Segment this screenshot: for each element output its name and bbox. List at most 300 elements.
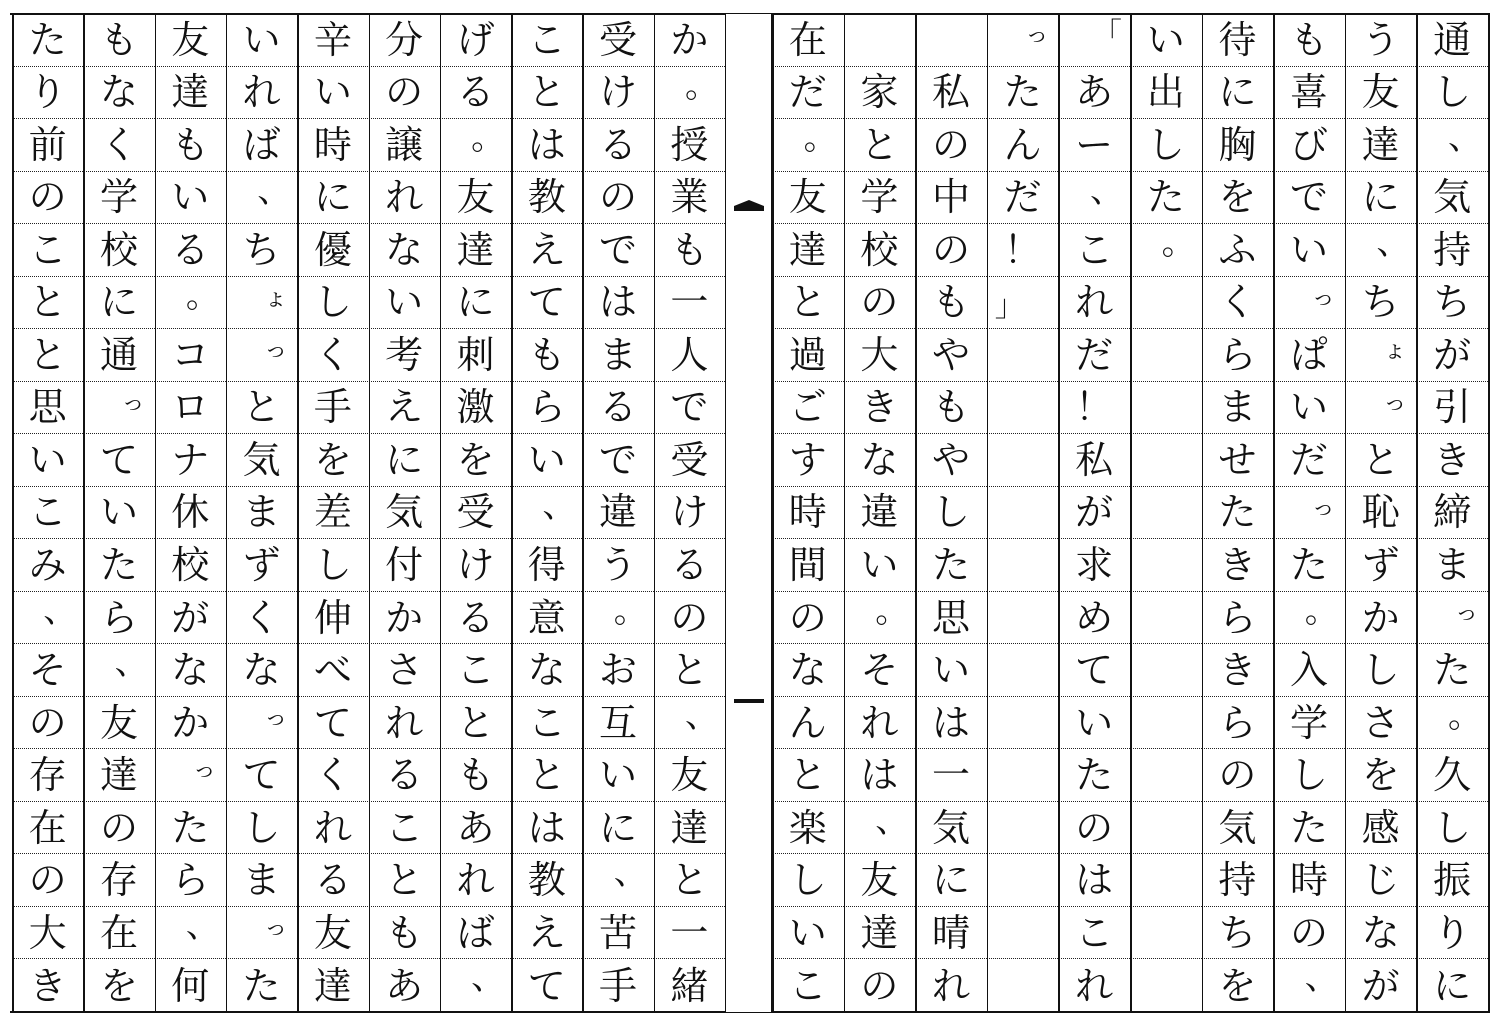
manuscript-cell: 受 <box>440 487 511 540</box>
manuscript-cell: 苦 <box>582 907 653 960</box>
manuscript-cell: も <box>915 277 987 330</box>
manuscript-cell: 喜 <box>1273 67 1345 120</box>
manuscript-cell: れ <box>369 172 440 225</box>
manuscript-cell: な <box>226 644 297 697</box>
manuscript-cell: 、 <box>12 592 83 645</box>
manuscript-cell: が <box>1058 487 1130 540</box>
manuscript-cell: ま <box>226 854 297 907</box>
manuscript-cell: 友 <box>83 697 154 750</box>
manuscript-cell: 振 <box>1416 854 1488 907</box>
manuscript-cell: を <box>1218 963 1257 1008</box>
manuscript-cell: 恥 <box>1345 487 1417 540</box>
manuscript-cell: 達 <box>772 224 844 277</box>
manuscript-cell <box>1130 802 1202 855</box>
manuscript-cell: 、 <box>226 172 297 225</box>
manuscript-cell <box>1130 434 1202 487</box>
manuscript-cell: 、 <box>1416 119 1488 172</box>
manuscript-cell: 、 <box>83 644 154 697</box>
column-rule <box>511 14 513 1012</box>
manuscript-cell: 一 <box>654 277 725 330</box>
manuscript-cell: め <box>1058 592 1130 645</box>
manuscript-cell: と <box>511 749 582 802</box>
manuscript-cell: で <box>654 382 725 435</box>
manuscript-cell: 通 <box>83 329 154 382</box>
manuscript-cell: で <box>1273 172 1345 225</box>
manuscript-cell: っ <box>1273 277 1345 330</box>
column-rule <box>12 14 14 1012</box>
manuscript-cell: に <box>582 802 653 855</box>
manuscript-cell: と <box>12 329 83 382</box>
fishtail-mark-bottom <box>734 696 764 706</box>
column-rule <box>987 14 989 1012</box>
manuscript-cell: も <box>83 14 154 67</box>
manuscript-cell: 優 <box>297 224 368 277</box>
manuscript-cell: く <box>83 119 154 172</box>
manuscript-cell: る <box>297 854 368 907</box>
manuscript-cell: や <box>915 329 987 382</box>
manuscript-cell: て <box>511 277 582 330</box>
manuscript-cell: 持 <box>1202 854 1274 907</box>
column-rule <box>772 14 774 1012</box>
manuscript-cell: に <box>83 277 154 330</box>
manuscript-cell: 差 <box>297 487 368 540</box>
manuscript-cell <box>987 592 1059 645</box>
manuscript-cell: 手 <box>297 382 368 435</box>
manuscript-cell: 晴 <box>915 907 987 960</box>
manuscript-column <box>987 14 1059 1012</box>
manuscript-cell: ら <box>511 382 582 435</box>
manuscript-cell: た <box>915 539 987 592</box>
manuscript-cell: の <box>83 802 154 855</box>
manuscript-cell <box>987 382 1059 435</box>
manuscript-cell: と <box>440 697 511 750</box>
manuscript-cell: れ <box>226 67 297 120</box>
manuscript-cell: 、 <box>1304 958 1339 999</box>
manuscript-cell: な <box>369 224 440 277</box>
manuscript-cell: か <box>1345 592 1417 645</box>
manuscript-cell: っ <box>226 907 297 960</box>
manuscript-cell: 気 <box>1416 172 1488 225</box>
manuscript-cell: 時 <box>772 487 844 540</box>
manuscript-cell <box>1130 697 1202 750</box>
manuscript-cell: い <box>83 487 154 540</box>
manuscript-cell: ー <box>1058 119 1130 172</box>
manuscript-cell: が <box>1416 329 1488 382</box>
manuscript-cell: な <box>772 644 844 697</box>
manuscript-cell: そ <box>12 644 83 697</box>
manuscript-cell: 前 <box>12 119 83 172</box>
manuscript-cell: か <box>369 592 440 645</box>
manuscript-cell <box>987 487 1059 540</box>
manuscript-cell: は <box>511 119 582 172</box>
manuscript-cell: こ <box>511 14 582 67</box>
manuscript-cell: 時 <box>1273 854 1345 907</box>
manuscript-cell: 入 <box>1273 644 1345 697</box>
manuscript-cell: く <box>226 592 297 645</box>
manuscript-cell: の <box>772 592 844 645</box>
manuscript-cell: 過 <box>772 329 844 382</box>
manuscript-cell <box>1130 487 1202 540</box>
manuscript-cell: 互 <box>582 697 653 750</box>
manuscript-cell: 、 <box>1345 224 1417 277</box>
manuscript-cell: い <box>1273 382 1345 435</box>
manuscript-cell: 一 <box>654 907 725 960</box>
manuscript-column <box>844 14 916 1012</box>
manuscript-cell: ！ <box>1058 382 1130 435</box>
manuscript-cell <box>987 434 1059 487</box>
manuscript-cell <box>987 644 1059 697</box>
manuscript-cell: も <box>440 749 511 802</box>
column-rule <box>1273 14 1275 1012</box>
manuscript-cell: 授 <box>654 119 725 172</box>
manuscript-cell <box>1130 329 1202 382</box>
manuscript-cell: に <box>1345 172 1417 225</box>
column-rule <box>83 14 85 1012</box>
center-fold-band <box>725 14 772 1012</box>
manuscript-cell: た <box>1273 802 1345 855</box>
manuscript-cell: べ <box>297 644 368 697</box>
manuscript-column <box>1345 14 1417 1012</box>
manuscript-cell: い <box>12 434 83 487</box>
manuscript-cell: を <box>1345 749 1417 802</box>
manuscript-cell: た <box>987 67 1059 120</box>
manuscript-cell: け <box>654 487 725 540</box>
manuscript-cell: 、 <box>844 802 916 855</box>
manuscript-cell: も <box>915 382 987 435</box>
manuscript-cell: 。 <box>654 67 725 120</box>
manuscript-cell: 、 <box>471 958 506 999</box>
manuscript-cell: こ <box>12 487 83 540</box>
manuscript-cell: と <box>369 854 440 907</box>
manuscript-cell: 友 <box>654 749 725 802</box>
manuscript-cell: じ <box>1345 854 1417 907</box>
manuscript-cell: し <box>297 277 368 330</box>
manuscript-cell: 思 <box>12 382 83 435</box>
manuscript-cell: 辛 <box>297 14 368 67</box>
manuscript-cell: だ <box>1058 329 1130 382</box>
manuscript-cell: 在 <box>772 14 844 67</box>
manuscript-cell: こ <box>369 802 440 855</box>
manuscript-cell: い <box>915 644 987 697</box>
manuscript-cell: た <box>83 539 154 592</box>
manuscript-cell <box>1130 277 1202 330</box>
manuscript-cell: 人 <box>654 329 725 382</box>
manuscript-cell <box>1130 382 1202 435</box>
manuscript-cell: 分 <box>369 14 440 67</box>
manuscript-cell: 一 <box>915 749 987 802</box>
manuscript-cell: 「 <box>1058 14 1130 67</box>
manuscript-cell: は <box>582 277 653 330</box>
fishtail-mark-top <box>734 204 764 214</box>
manuscript-cell: っ <box>1416 592 1488 645</box>
manuscript-cell: る <box>654 539 725 592</box>
manuscript-cell: 考 <box>369 329 440 382</box>
manuscript-cell <box>1130 592 1202 645</box>
column-rule <box>226 14 228 1012</box>
manuscript-cell: け <box>440 539 511 592</box>
manuscript-cell: て <box>1058 644 1130 697</box>
column-rule <box>1058 14 1060 1012</box>
manuscript-cell: 私 <box>915 67 987 120</box>
manuscript-cell: き <box>1202 644 1274 697</box>
manuscript-cell: 教 <box>511 172 582 225</box>
manuscript-cell: な <box>844 434 916 487</box>
manuscript-column <box>1058 14 1130 1012</box>
manuscript-cell: い <box>369 277 440 330</box>
manuscript-cell: く <box>297 749 368 802</box>
manuscript-cell: ち <box>1416 277 1488 330</box>
manuscript-cell: い <box>1130 14 1202 67</box>
manuscript-cell: え <box>369 382 440 435</box>
manuscript-cell: 友 <box>297 907 368 960</box>
manuscript-column <box>582 14 653 1012</box>
manuscript-cell: ん <box>987 119 1059 172</box>
manuscript-cell: こ <box>511 697 582 750</box>
manuscript-cell: を <box>99 963 138 1008</box>
manuscript-cell: る <box>440 67 511 120</box>
manuscript-cell: は <box>511 802 582 855</box>
manuscript-cell: 友 <box>155 14 226 67</box>
manuscript-cell: し <box>1273 749 1345 802</box>
manuscript-cell: の <box>860 963 899 1008</box>
manuscript-cell: に <box>1202 67 1274 120</box>
manuscript-cell: 校 <box>83 224 154 277</box>
manuscript-cell: け <box>582 67 653 120</box>
manuscript-cell <box>987 907 1059 960</box>
manuscript-cell: と <box>511 67 582 120</box>
manuscript-cell: ま <box>1202 382 1274 435</box>
manuscript-cell: お <box>582 644 653 697</box>
manuscript-cell: と <box>772 749 844 802</box>
manuscript-column <box>1273 14 1345 1012</box>
manuscript-cell: っ <box>226 697 297 750</box>
manuscript-cell: き <box>844 382 916 435</box>
manuscript-cell: こ <box>788 963 827 1008</box>
manuscript-cell: さ <box>1345 697 1417 750</box>
manuscript-cell: し <box>1416 802 1488 855</box>
manuscript-cell <box>1130 539 1202 592</box>
manuscript-cell: い <box>1273 224 1345 277</box>
manuscript-cell: え <box>511 907 582 960</box>
manuscript-cell: 何 <box>171 963 210 1008</box>
manuscript-cell: に <box>369 434 440 487</box>
manuscript-cell: れ <box>440 854 511 907</box>
manuscript-cell: だ <box>1273 434 1345 487</box>
manuscript-cell: あ <box>440 802 511 855</box>
column-rule <box>915 14 917 1012</box>
manuscript-cell: た <box>1130 172 1202 225</box>
manuscript-cell: を <box>440 434 511 487</box>
manuscript-cell: を <box>1202 172 1274 225</box>
manuscript-cell: 締 <box>1416 487 1488 540</box>
manuscript-cell: 、 <box>582 854 653 907</box>
manuscript-cell: か <box>155 697 226 750</box>
manuscript-cell: も <box>155 119 226 172</box>
manuscript-cell: 受 <box>582 14 653 67</box>
manuscript-cell <box>987 802 1059 855</box>
manuscript-column <box>915 14 987 1012</box>
manuscript-cell: だ <box>987 172 1059 225</box>
manuscript-cell: 、 <box>155 907 226 960</box>
manuscript-cell: 引 <box>1416 382 1488 435</box>
manuscript-cell: 激 <box>440 382 511 435</box>
manuscript-cell <box>987 697 1059 750</box>
manuscript-cell: の <box>1058 802 1130 855</box>
manuscript-cell: み <box>12 539 83 592</box>
manuscript-cell: 。 <box>1273 592 1345 645</box>
manuscript-cell: 私 <box>1058 434 1130 487</box>
manuscript-cell: ら <box>83 592 154 645</box>
manuscript-cell: し <box>1130 119 1202 172</box>
manuscript-cell: 持 <box>1416 224 1488 277</box>
column-rule <box>297 14 299 1012</box>
manuscript-cell: 久 <box>1416 749 1488 802</box>
manuscript-cell: と <box>654 644 725 697</box>
manuscript-cell: 意 <box>511 592 582 645</box>
manuscript-cell: き <box>1416 434 1488 487</box>
manuscript-cell: せ <box>1202 434 1274 487</box>
manuscript-cell: 胸 <box>1202 119 1274 172</box>
manuscript-cell <box>987 539 1059 592</box>
manuscript-cell: し <box>1345 644 1417 697</box>
manuscript-cell: る <box>369 749 440 802</box>
column-rule <box>582 14 584 1012</box>
manuscript-cell: れ <box>931 963 970 1008</box>
manuscript-cell: も <box>511 329 582 382</box>
manuscript-cell: い <box>155 172 226 225</box>
manuscript-cell: 、 <box>511 487 582 540</box>
manuscript-cell: ロ <box>155 382 226 435</box>
manuscript-cell: ず <box>1345 539 1417 592</box>
manuscript-cell: ら <box>1202 592 1274 645</box>
manuscript-cell: れ <box>297 802 368 855</box>
manuscript-cell: れ <box>844 697 916 750</box>
manuscript-cell: ち <box>1202 907 1274 960</box>
manuscript-cell: が <box>1361 963 1400 1008</box>
manuscript-cell: 違 <box>844 487 916 540</box>
manuscript-cell: す <box>772 434 844 487</box>
manuscript-cell: る <box>582 382 653 435</box>
manuscript-cell <box>987 329 1059 382</box>
manuscript-cell: た <box>1416 644 1488 697</box>
manuscript-cell: っ <box>1273 487 1345 540</box>
manuscript-cell: の <box>1273 907 1345 960</box>
manuscript-cell: ょ <box>226 277 297 330</box>
manuscript-cell: て <box>527 963 566 1008</box>
manuscript-cell: 得 <box>511 539 582 592</box>
manuscript-cell <box>844 14 916 67</box>
manuscript-cell: は <box>1058 854 1130 907</box>
manuscript-cell: 。 <box>844 592 916 645</box>
manuscript-cell: い <box>1058 697 1130 750</box>
manuscript-cell: の <box>915 224 987 277</box>
manuscript-cell: 。 <box>1416 697 1488 750</box>
manuscript-cell: ち <box>226 224 297 277</box>
manuscript-cell: 達 <box>654 802 725 855</box>
manuscript-cell: 」 <box>987 277 1059 330</box>
manuscript-cell <box>1130 644 1202 697</box>
manuscript-cell: っ <box>83 382 154 435</box>
manuscript-cell: と <box>772 277 844 330</box>
manuscript-cell: や <box>915 434 987 487</box>
manuscript-cell: 業 <box>654 172 725 225</box>
manuscript-cell: 友 <box>844 854 916 907</box>
manuscript-cell: ら <box>155 854 226 907</box>
manuscript-cell: そ <box>844 644 916 697</box>
manuscript-cell <box>915 14 987 67</box>
column-rule <box>1416 14 1418 1012</box>
manuscript-cell: 。 <box>772 119 844 172</box>
manuscript-column <box>772 14 844 1012</box>
manuscript-cell: と <box>226 382 297 435</box>
manuscript-cell: 学 <box>83 172 154 225</box>
manuscript-cell: て <box>83 434 154 487</box>
manuscript-cell: 緒 <box>670 963 709 1008</box>
manuscript-cell: 学 <box>1273 697 1345 750</box>
manuscript-cell: と <box>1345 434 1417 487</box>
manuscript-cell: ん <box>772 697 844 750</box>
manuscript-cell: り <box>1416 907 1488 960</box>
manuscript-cell: こ <box>440 644 511 697</box>
manuscript-cell: 存 <box>12 749 83 802</box>
manuscript-cell: 家 <box>844 67 916 120</box>
manuscript-column <box>155 14 226 1012</box>
manuscript-cell: た <box>12 14 83 67</box>
manuscript-cell: た <box>1273 539 1345 592</box>
manuscript-cell: ち <box>1345 277 1417 330</box>
manuscript-column <box>1202 14 1274 1012</box>
manuscript-cell: き <box>28 963 67 1008</box>
manuscript-cell: 達 <box>844 907 916 960</box>
manuscript-cell: は <box>844 749 916 802</box>
manuscript-cell: 時 <box>297 119 368 172</box>
manuscript-cell: と <box>654 854 725 907</box>
manuscript-cell: 待 <box>1202 14 1274 67</box>
manuscript-column <box>1130 14 1202 1012</box>
manuscript-cell: 楽 <box>772 802 844 855</box>
column-rule <box>1202 14 1204 1012</box>
manuscript-column <box>226 14 297 1012</box>
column-rule <box>369 14 371 1012</box>
manuscript-cell: ょ <box>1345 329 1417 382</box>
manuscript-column <box>12 14 83 1012</box>
manuscript-cell: さ <box>369 644 440 697</box>
manuscript-column <box>369 14 440 1012</box>
manuscript-cell: 。 <box>1130 224 1202 277</box>
manuscript-cell <box>1130 749 1202 802</box>
manuscript-cell: か <box>654 14 725 67</box>
manuscript-cell: れ <box>369 697 440 750</box>
manuscript-cell: 感 <box>1345 802 1417 855</box>
manuscript-cell: い <box>511 434 582 487</box>
manuscript-cell: い <box>844 539 916 592</box>
manuscript-cell: こ <box>12 224 83 277</box>
manuscript-cell: し <box>297 539 368 592</box>
manuscript-cell: ら <box>1202 329 1274 382</box>
manuscript-cell: っ <box>1345 382 1417 435</box>
manuscript-cell: も <box>654 224 725 277</box>
manuscript-cell: う <box>582 539 653 592</box>
manuscript-cell: る <box>440 592 511 645</box>
manuscript-column <box>654 14 725 1012</box>
manuscript-column <box>1416 14 1488 1012</box>
manuscript-cell: い <box>226 14 297 67</box>
manuscript-column <box>83 14 154 1012</box>
manuscript-cell: え <box>511 224 582 277</box>
manuscript-cell: 伸 <box>297 592 368 645</box>
manuscript-cell: 在 <box>12 802 83 855</box>
manuscript-cell: 達 <box>313 963 352 1008</box>
